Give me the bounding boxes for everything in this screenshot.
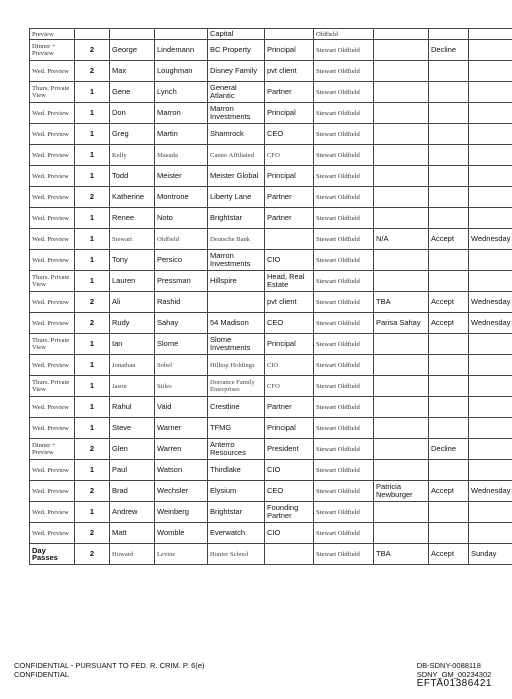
cell-plus-one [374, 61, 429, 82]
cell-event: Wed. Preview [30, 187, 75, 208]
cell-plus-one [374, 82, 429, 103]
cell-company: 54 Madison [208, 313, 265, 334]
cell-guests: 1 [75, 82, 110, 103]
cell-contact: Stewart Oldfield [314, 376, 374, 397]
table-row [30, 460, 512, 481]
table-row [30, 334, 512, 355]
cell-first-name: Howard [110, 544, 155, 565]
table-row [30, 439, 512, 460]
cell-title: Partner [265, 208, 314, 229]
cell-first-name: Max [110, 61, 155, 82]
cell-event: Wed. Preview [30, 313, 75, 334]
cell-day: Wednesday [469, 292, 512, 313]
cell-title: Principal [265, 418, 314, 439]
cell-guests: 1 [75, 418, 110, 439]
cell-plus-one [374, 376, 429, 397]
cell-plus-one [374, 523, 429, 544]
cell-response: Accept [429, 313, 469, 334]
cell-contact: Stewart Oldfield [314, 145, 374, 166]
cell-guests: 2 [75, 439, 110, 460]
cell-first-name: Rudy [110, 313, 155, 334]
table-row [30, 502, 512, 523]
cell-event: Wed. Preview [30, 292, 75, 313]
cell-event: Wed. Preview [30, 145, 75, 166]
cell-guests: 1 [75, 103, 110, 124]
cell-guests: 2 [75, 61, 110, 82]
cell-company: Capital [208, 29, 265, 40]
table-row [30, 250, 512, 271]
cell-contact: Stewart Oldfield [314, 460, 374, 481]
cell-event: Preview [30, 29, 75, 40]
cell-response [429, 376, 469, 397]
cell-plus-one: Patricia Newburger [374, 481, 429, 502]
cell-title: CIO [265, 355, 314, 376]
table-row [30, 61, 512, 82]
cell-response [429, 103, 469, 124]
cell-response [429, 397, 469, 418]
cell-guests: 1 [75, 397, 110, 418]
cell-day: Sunday [469, 544, 512, 565]
cell-contact: Stewart Oldfield [314, 40, 374, 61]
cell-last-name: Martin [155, 124, 208, 145]
cell-response [429, 124, 469, 145]
cell-response: Accept [429, 481, 469, 502]
table-row [30, 523, 512, 544]
cell-company: Anterro Resources [208, 439, 265, 460]
cell-first-name: Katherine [110, 187, 155, 208]
cell-day [469, 397, 512, 418]
cell-contact: Stewart Oldfield [314, 229, 374, 250]
cell-contact: Stewart Oldfield [314, 439, 374, 460]
cell-last-name: Lindemann [155, 40, 208, 61]
cell-contact: Stewart Oldfield [314, 187, 374, 208]
cell-title: Principal [265, 334, 314, 355]
cell-first-name: Brad [110, 481, 155, 502]
cell-first-name: Renee [110, 208, 155, 229]
cell-day [469, 271, 512, 292]
cell-title: CFO [265, 145, 314, 166]
cell-response [429, 418, 469, 439]
cell-event: Wed. Preview [30, 502, 75, 523]
cell-plus-one [374, 397, 429, 418]
cell-last-name: Slome [155, 334, 208, 355]
cell-company: TFMG [208, 418, 265, 439]
bates-footer [417, 661, 492, 688]
cell-company: Marron Investments [208, 103, 265, 124]
cell-first-name: Todd [110, 166, 155, 187]
cell-day [469, 187, 512, 208]
cell-first-name: Lauren [110, 271, 155, 292]
cell-day: Wednesday [469, 481, 512, 502]
cell-day [469, 502, 512, 523]
cell-title: CEO [265, 481, 314, 502]
cell-response [429, 523, 469, 544]
cell-company: Dorrance Family Enterprises [208, 376, 265, 397]
cell-last-name: Noto [155, 208, 208, 229]
cell-guests: 1 [75, 334, 110, 355]
table-row [30, 82, 512, 103]
cell-plus-one [374, 334, 429, 355]
cell-plus-one: Parisa Sahay [374, 313, 429, 334]
cell-day [469, 334, 512, 355]
cell-contact: Stewart Oldfield [314, 397, 374, 418]
cell-first-name: Gene [110, 82, 155, 103]
table-row [30, 166, 512, 187]
cell-response [429, 271, 469, 292]
cell-guests: 2 [75, 40, 110, 61]
cell-title [265, 29, 314, 40]
cell-response: Accept [429, 544, 469, 565]
bates-number-efta: EFTA01386421 [416, 678, 492, 689]
cell-event: Thurs. Private View [30, 334, 75, 355]
cell-company: Liberty Lane [208, 187, 265, 208]
cell-event: Wed. Preview [30, 397, 75, 418]
cell-event: Wed. Preview [30, 250, 75, 271]
cell-guests: 2 [75, 523, 110, 544]
cell-title: CIO [265, 250, 314, 271]
cell-plus-one [374, 250, 429, 271]
cell-response [429, 61, 469, 82]
cell-event: Wed. Preview [30, 481, 75, 502]
cell-first-name: Glen [110, 439, 155, 460]
cell-plus-one [374, 439, 429, 460]
cell-first-name [110, 29, 155, 40]
cell-response [429, 29, 469, 40]
cell-day [469, 250, 512, 271]
cell-first-name: Stewart [110, 229, 155, 250]
cell-first-name: Matt [110, 523, 155, 544]
cell-guests: 1 [75, 355, 110, 376]
table-row [30, 376, 512, 397]
cell-day [469, 61, 512, 82]
cell-response: Decline [429, 439, 469, 460]
cell-contact: Stewart Oldfield [314, 82, 374, 103]
cell-company: Elysium [208, 481, 265, 502]
cell-day [469, 208, 512, 229]
cell-contact: Stewart Oldfield [314, 61, 374, 82]
cell-company: Hunter School [208, 544, 265, 565]
cell-response: Decline [429, 40, 469, 61]
cell-event: Wed. Preview [30, 208, 75, 229]
cell-response [429, 187, 469, 208]
table-row [30, 313, 512, 334]
cell-contact: Oldfield [314, 29, 374, 40]
cell-last-name: Sahay [155, 313, 208, 334]
table-row [30, 187, 512, 208]
cell-first-name: Rahul [110, 397, 155, 418]
cell-last-name: Warren [155, 439, 208, 460]
guest-list-body [30, 29, 512, 565]
cell-title: CEO [265, 313, 314, 334]
cell-guests: 1 [75, 124, 110, 145]
cell-company: Brightstar [208, 208, 265, 229]
table-row [30, 208, 512, 229]
confidentiality-line-2: CONFIDENTIAL [14, 670, 70, 679]
cell-last-name: Pressman [155, 271, 208, 292]
cell-contact: Stewart Oldfield [314, 502, 374, 523]
cell-company: Everwatch [208, 523, 265, 544]
table-row [30, 355, 512, 376]
cell-contact: Stewart Oldfield [314, 208, 374, 229]
cell-event: Wed. Preview [30, 124, 75, 145]
bates-number-sdny: SDNY_GM_00234302 [416, 670, 492, 679]
cell-event: Wed. Preview [30, 355, 75, 376]
cell-company: Hillspire [208, 271, 265, 292]
table-row [30, 544, 512, 565]
cell-event: Wed. Preview [30, 166, 75, 187]
cell-response [429, 334, 469, 355]
cell-event: Thurs. Private View [30, 271, 75, 292]
cell-day: Wednesday [469, 313, 512, 334]
cell-first-name: Paul [110, 460, 155, 481]
guest-list-table [29, 28, 512, 565]
cell-company: General Atlantic [208, 82, 265, 103]
cell-last-name: Oldfield [155, 229, 208, 250]
cell-last-name: Stiles [155, 376, 208, 397]
table-row [30, 40, 512, 61]
cell-title: CFO [265, 376, 314, 397]
cell-plus-one [374, 355, 429, 376]
cell-guests: 1 [75, 460, 110, 481]
cell-title: President [265, 439, 314, 460]
table-row [30, 29, 512, 40]
cell-plus-one [374, 29, 429, 40]
cell-event: Day Passes [30, 544, 75, 565]
cell-response [429, 250, 469, 271]
cell-contact: Stewart Oldfield [314, 355, 374, 376]
cell-event: Wed. Preview [30, 103, 75, 124]
cell-company: Disney Family [208, 61, 265, 82]
cell-response [429, 460, 469, 481]
cell-contact: Stewart Oldfield [314, 250, 374, 271]
cell-response [429, 355, 469, 376]
cell-company: BC Property [208, 40, 265, 61]
cell-first-name: Don [110, 103, 155, 124]
cell-first-name: Tony [110, 250, 155, 271]
cell-day [469, 124, 512, 145]
cell-company: Crestline [208, 397, 265, 418]
cell-first-name: Ian [110, 334, 155, 355]
cell-guests: 1 [75, 271, 110, 292]
cell-title: pvt client [265, 292, 314, 313]
cell-first-name: George [110, 40, 155, 61]
cell-last-name: Masuda [155, 145, 208, 166]
cell-contact: Stewart Oldfield [314, 481, 374, 502]
cell-plus-one [374, 187, 429, 208]
cell-response: Accept [429, 229, 469, 250]
cell-title: Principal [265, 166, 314, 187]
cell-response [429, 82, 469, 103]
cell-company: Brightstar [208, 502, 265, 523]
cell-last-name: Watson [155, 460, 208, 481]
cell-day [469, 355, 512, 376]
cell-guests: 1 [75, 208, 110, 229]
cell-last-name: Vaid [155, 397, 208, 418]
cell-title: Founding Partner [265, 502, 314, 523]
cell-guests: 2 [75, 481, 110, 502]
table-row [30, 145, 512, 166]
cell-last-name: Sobel [155, 355, 208, 376]
cell-title: Partner [265, 187, 314, 208]
cell-first-name: Andrew [110, 502, 155, 523]
cell-company: Hilltop Holdings [208, 355, 265, 376]
cell-day [469, 460, 512, 481]
cell-first-name: Ali [110, 292, 155, 313]
cell-day [469, 40, 512, 61]
confidentiality-line-1: CONFIDENTIAL - PURSUANT TO FED. R. CRIM. P. 6(e) [14, 661, 205, 670]
cell-guests: 2 [75, 313, 110, 334]
cell-first-name: Greg [110, 124, 155, 145]
cell-title: CIO [265, 460, 314, 481]
cell-company: Meister Global [208, 166, 265, 187]
cell-company [208, 292, 265, 313]
cell-contact: Stewart Oldfield [314, 313, 374, 334]
table-row [30, 481, 512, 502]
cell-event: Wed. Preview [30, 229, 75, 250]
cell-day [469, 103, 512, 124]
bates-number-db: DB-SDNY-0088118 [416, 661, 481, 670]
cell-contact: Stewart Oldfield [314, 124, 374, 145]
cell-guests: 2 [75, 187, 110, 208]
cell-response [429, 166, 469, 187]
cell-company: Canno Affiliated [208, 145, 265, 166]
cell-plus-one [374, 40, 429, 61]
cell-guests: 2 [75, 544, 110, 565]
cell-last-name: Lynch [155, 82, 208, 103]
table-row [30, 103, 512, 124]
cell-last-name: Persico [155, 250, 208, 271]
cell-day [469, 166, 512, 187]
cell-guests: 2 [75, 292, 110, 313]
cell-plus-one [374, 418, 429, 439]
cell-last-name: Meister [155, 166, 208, 187]
table-row [30, 271, 512, 292]
cell-title [265, 229, 314, 250]
table-row [30, 418, 512, 439]
cell-event: Thurs. Private View [30, 82, 75, 103]
cell-company: Thirdlake [208, 460, 265, 481]
cell-title: Principal [265, 40, 314, 61]
cell-last-name: Rashid [155, 292, 208, 313]
cell-title: Partner [265, 397, 314, 418]
cell-plus-one [374, 124, 429, 145]
cell-event: Dinner + Preview [30, 439, 75, 460]
cell-plus-one [374, 208, 429, 229]
cell-guests: 1 [75, 145, 110, 166]
cell-last-name: Montrone [155, 187, 208, 208]
cell-guests: 1 [75, 250, 110, 271]
cell-contact: Stewart Oldfield [314, 103, 374, 124]
cell-response [429, 208, 469, 229]
cell-first-name: Jason [110, 376, 155, 397]
cell-plus-one [374, 145, 429, 166]
cell-title: Head, Real Estate [265, 271, 314, 292]
cell-response [429, 502, 469, 523]
cell-day [469, 523, 512, 544]
cell-title: CIO [265, 523, 314, 544]
cell-event: Wed. Preview [30, 460, 75, 481]
cell-day: Wednesday [469, 229, 512, 250]
cell-contact: Stewart Oldfield [314, 334, 374, 355]
cell-contact: Stewart Oldfield [314, 523, 374, 544]
cell-event: Wed. Preview [30, 61, 75, 82]
cell-last-name: Womble [155, 523, 208, 544]
cell-response [429, 145, 469, 166]
cell-plus-one [374, 271, 429, 292]
cell-day [469, 145, 512, 166]
cell-day [469, 29, 512, 40]
cell-company: Slome Investments [208, 334, 265, 355]
cell-plus-one [374, 460, 429, 481]
cell-contact: Stewart Oldfield [314, 418, 374, 439]
cell-title [265, 544, 314, 565]
cell-first-name: Kelly [110, 145, 155, 166]
table-row [30, 397, 512, 418]
cell-last-name: Levine [155, 544, 208, 565]
table-row [30, 124, 512, 145]
cell-company: Marron Investments [208, 250, 265, 271]
cell-company: Deutsche Bank [208, 229, 265, 250]
cell-plus-one [374, 103, 429, 124]
confidentiality-footer [14, 661, 204, 679]
cell-first-name: Jonathan [110, 355, 155, 376]
cell-plus-one [374, 502, 429, 523]
cell-company: Shamrock [208, 124, 265, 145]
cell-title: CEO [265, 124, 314, 145]
cell-plus-one: N/A [374, 229, 429, 250]
cell-contact: Stewart Oldfield [314, 166, 374, 187]
cell-day [469, 418, 512, 439]
cell-guests: 1 [75, 376, 110, 397]
cell-day [469, 376, 512, 397]
cell-event: Wed. Preview [30, 418, 75, 439]
cell-guests: 1 [75, 166, 110, 187]
table-row [30, 229, 512, 250]
cell-plus-one: TBA [374, 544, 429, 565]
cell-day [469, 439, 512, 460]
cell-last-name: Weinberg [155, 502, 208, 523]
cell-response: Accept [429, 292, 469, 313]
cell-title: pvt client [265, 61, 314, 82]
cell-event: Thurs. Private View [30, 376, 75, 397]
cell-last-name: Warner [155, 418, 208, 439]
cell-last-name: Wechsler [155, 481, 208, 502]
cell-guests: 1 [75, 502, 110, 523]
cell-title: Partner [265, 82, 314, 103]
cell-last-name: Marron [155, 103, 208, 124]
cell-day [469, 82, 512, 103]
cell-plus-one: TBA [374, 292, 429, 313]
cell-guests: 1 [75, 229, 110, 250]
cell-contact: Stewart Oldfield [314, 292, 374, 313]
cell-first-name: Steve [110, 418, 155, 439]
cell-contact: Stewart Oldfield [314, 271, 374, 292]
table-row [30, 292, 512, 313]
cell-guests [75, 29, 110, 40]
cell-last-name: Loughman [155, 61, 208, 82]
cell-title: Principal [265, 103, 314, 124]
cell-last-name [155, 29, 208, 40]
cell-event: Dinner + Preview [30, 40, 75, 61]
cell-event: Wed. Preview [30, 523, 75, 544]
cell-plus-one [374, 166, 429, 187]
cell-contact: Stewart Oldfield [314, 544, 374, 565]
